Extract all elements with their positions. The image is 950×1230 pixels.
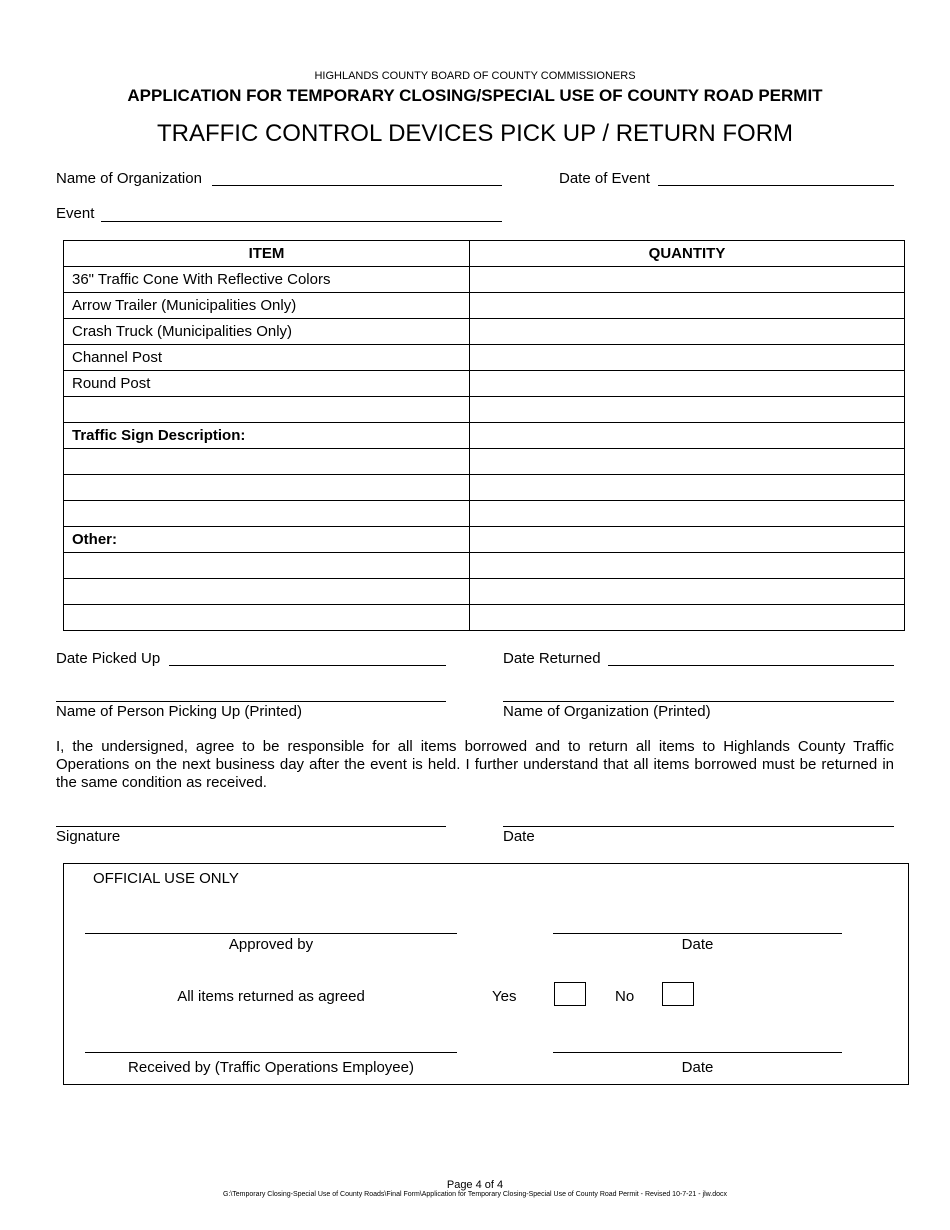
approval-date-label: Date bbox=[681, 936, 714, 953]
table-row bbox=[64, 475, 905, 501]
page-number: Page 4 of 4 bbox=[446, 1179, 504, 1191]
event-field[interactable] bbox=[101, 221, 502, 222]
quantity-cell[interactable] bbox=[470, 475, 905, 501]
received-by-label: Received by (Traffic Operations Employee) bbox=[128, 1059, 414, 1076]
table-row bbox=[64, 449, 905, 475]
quantity-cell[interactable] bbox=[470, 371, 905, 397]
agreement-text: I, the undersigned, agree to be responsible for all items borrowed and to return all items to Highlands County Traffic Operations on the next business day after the event is held. I further understand that all items borrowed must be returned in the same condition as received. bbox=[56, 738, 894, 791]
table-row bbox=[64, 553, 905, 579]
quantity-cell[interactable] bbox=[470, 397, 905, 423]
received-date-label: Date bbox=[681, 1059, 714, 1076]
item-cell[interactable] bbox=[64, 501, 470, 527]
approved-by-label: Approved by bbox=[228, 936, 314, 953]
table-row bbox=[64, 293, 905, 319]
organization-field[interactable] bbox=[212, 185, 502, 186]
quantity-cell[interactable] bbox=[470, 553, 905, 579]
organization-label: Name of Organization bbox=[56, 170, 202, 187]
event-label: Event bbox=[56, 205, 95, 222]
table-row bbox=[64, 267, 905, 293]
event-date-field[interactable] bbox=[658, 185, 894, 186]
item-column-header: ITEM bbox=[64, 241, 470, 267]
approval-date-field[interactable] bbox=[553, 933, 842, 934]
quantity-cell[interactable] bbox=[470, 527, 905, 553]
items-returned-label: All items returned as agreed bbox=[177, 988, 365, 1005]
no-checkbox[interactable] bbox=[662, 982, 694, 1006]
table-row bbox=[64, 501, 905, 527]
person-name-label: Name of Person Picking Up (Printed) bbox=[56, 703, 302, 720]
official-use-title: OFFICIAL USE ONLY bbox=[93, 870, 239, 887]
signature-label: Signature bbox=[56, 828, 121, 845]
received-by-field[interactable] bbox=[85, 1052, 457, 1053]
person-name-field[interactable] bbox=[56, 701, 446, 702]
table-row bbox=[64, 319, 905, 345]
table-row bbox=[64, 579, 905, 605]
date-returned-field[interactable] bbox=[608, 665, 894, 666]
section-label-traffic-sign: Traffic Sign Description: bbox=[64, 423, 470, 449]
org-name-field[interactable] bbox=[503, 701, 894, 702]
item-cell[interactable] bbox=[64, 579, 470, 605]
application-title: APPLICATION FOR TEMPORARY CLOSING/SPECIAL USE OF COUNTY ROAD PERMIT bbox=[127, 86, 823, 105]
yes-label: Yes bbox=[492, 988, 517, 1005]
table-row bbox=[64, 371, 905, 397]
item-cell: Round Post bbox=[64, 371, 470, 397]
quantity-cell[interactable] bbox=[470, 449, 905, 475]
agency-name: HIGHLANDS COUNTY BOARD OF COUNTY COMMISSIONERS bbox=[314, 70, 636, 82]
form-title: TRAFFIC CONTROL DEVICES PICK UP / RETURN FORM bbox=[156, 120, 794, 147]
item-cell[interactable] bbox=[64, 553, 470, 579]
quantity-cell[interactable] bbox=[470, 423, 905, 449]
quantity-cell[interactable] bbox=[470, 605, 905, 631]
table-row bbox=[64, 397, 905, 423]
quantity-cell[interactable] bbox=[470, 579, 905, 605]
signature-date-field[interactable] bbox=[503, 826, 894, 827]
yes-checkbox[interactable] bbox=[554, 982, 586, 1006]
item-cell[interactable] bbox=[64, 605, 470, 631]
quantity-cell[interactable] bbox=[470, 267, 905, 293]
quantity-cell[interactable] bbox=[470, 345, 905, 371]
received-date-field[interactable] bbox=[553, 1052, 842, 1053]
table-row bbox=[64, 423, 905, 449]
table-header-row bbox=[64, 241, 905, 267]
item-cell[interactable] bbox=[64, 449, 470, 475]
table-row bbox=[64, 527, 905, 553]
date-returned-label: Date Returned bbox=[503, 650, 601, 667]
date-picked-up-field[interactable] bbox=[169, 665, 446, 666]
item-cell: 36" Traffic Cone With Reflective Colors bbox=[64, 267, 470, 293]
org-name-label: Name of Organization (Printed) bbox=[503, 703, 711, 720]
items-table bbox=[63, 240, 905, 631]
event-date-label: Date of Event bbox=[559, 170, 650, 187]
quantity-column-header: QUANTITY bbox=[470, 241, 905, 267]
date-picked-up-label: Date Picked Up bbox=[56, 650, 161, 667]
signature-date-label: Date bbox=[503, 828, 535, 845]
item-cell: Crash Truck (Municipalities Only) bbox=[64, 319, 470, 345]
item-cell[interactable] bbox=[64, 475, 470, 501]
table-row bbox=[64, 605, 905, 631]
file-path: G:\Temporary Closing-Special Use of County Roads\Final Form\Application for Temporary Closing-Special Use of County Road Permit - Revised 10-7-21 - jlw.docx bbox=[222, 1191, 728, 1198]
section-label-other: Other: bbox=[64, 527, 470, 553]
item-cell[interactable] bbox=[64, 397, 470, 423]
item-cell: Channel Post bbox=[64, 345, 470, 371]
quantity-cell[interactable] bbox=[470, 293, 905, 319]
table-row bbox=[64, 345, 905, 371]
official-use-box bbox=[63, 863, 909, 1085]
quantity-cell[interactable] bbox=[470, 501, 905, 527]
approved-by-field[interactable] bbox=[85, 933, 457, 934]
no-label: No bbox=[615, 988, 635, 1005]
signature-field[interactable] bbox=[56, 826, 446, 827]
quantity-cell[interactable] bbox=[470, 319, 905, 345]
item-cell: Arrow Trailer (Municipalities Only) bbox=[64, 293, 470, 319]
